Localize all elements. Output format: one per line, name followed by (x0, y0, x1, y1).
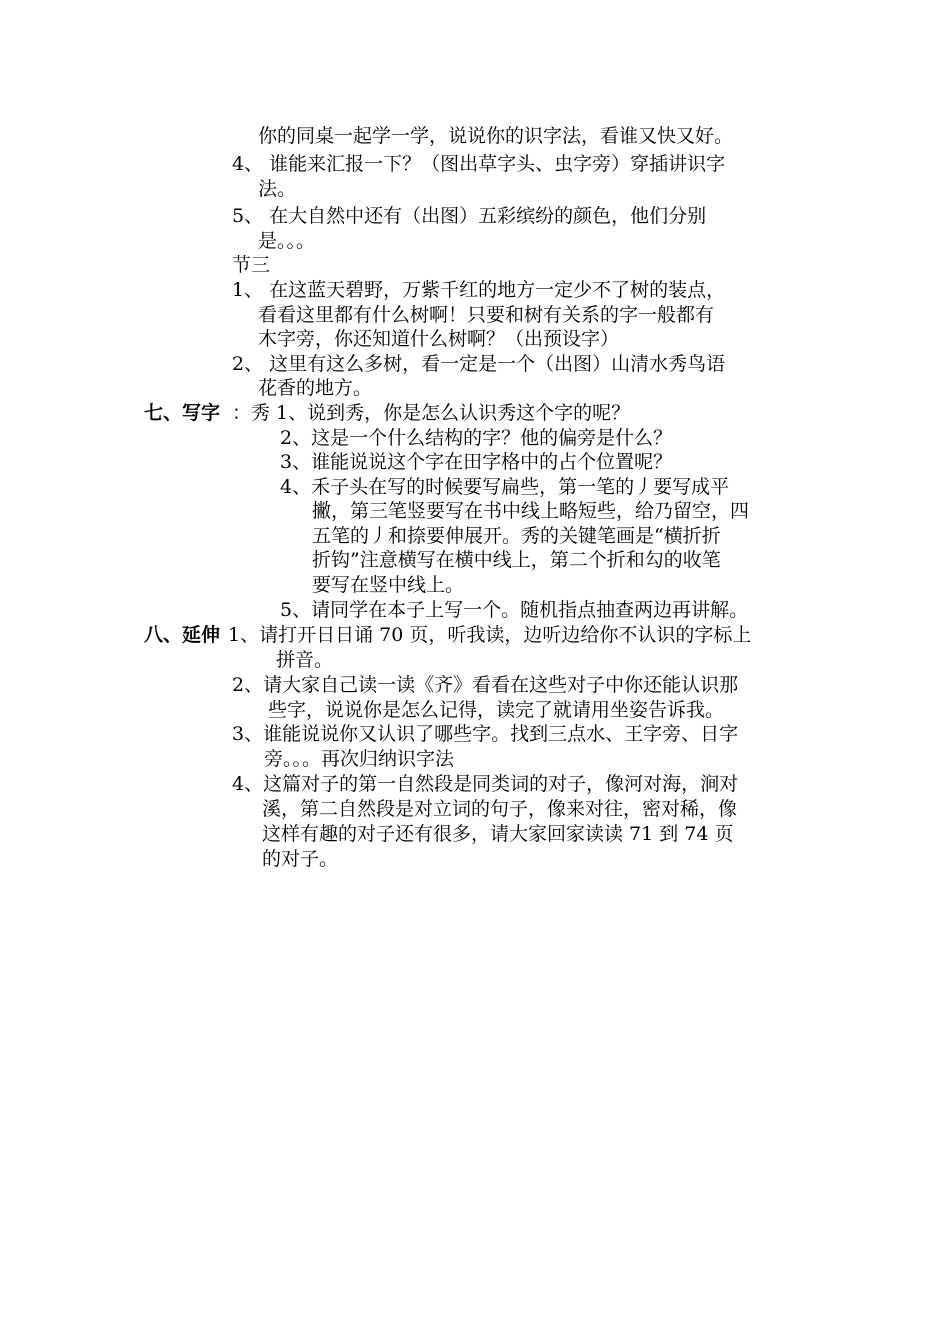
text-line: 你的同桌一起学一学，说说你的识字法，看谁又快又好。 (258, 125, 734, 147)
section-heading: 八、延伸 (144, 624, 221, 646)
text-line: 1、 在这蓝天碧野，万紫千红的地方一定少不了树的装点， (232, 279, 726, 301)
text-line: 3、谁能说说这个字在田字格中的占个位置呢？ (280, 451, 673, 473)
text-line: 3、谁能说说你又认识了哪些字。找到三点水、王字旁、日字 (232, 723, 739, 745)
text-line: 看看这里都有什么树啊！只要和树有关系的字一般都有 (258, 304, 715, 326)
text-line: ：秀 1、说到秀，你是怎么认识秀这个字的呢？ (232, 402, 631, 424)
text-line: 5、 在大自然中还有（出图）五彩缤纷的颜色，他们分别 (232, 205, 707, 227)
text-line: 4、禾子头在写的时候要写扁些，第一笔的丿要写成平 (280, 476, 730, 498)
text-line: 2、这是一个什么结构的字？他的偏旁是什么？ (280, 427, 673, 449)
text-line: 折钩”注意横写在横中线上，第二个折和勾的收笔 (312, 549, 721, 571)
text-line: 花香的地方。 (258, 377, 373, 399)
text-line: 撇，第三笔竖要写在书中线上略短些，给乃留空，四 (312, 500, 750, 522)
text-line: 1、请打开日日诵 70 页，听我读，边听边给你不认识的字标上 (228, 624, 752, 646)
text-line: 的对子。 (262, 848, 339, 870)
text-line: 2、 这里有这么多树，看一定是一个（出图）山清水秀鸟语 (232, 353, 726, 375)
text-line: 拼音。 (276, 649, 334, 671)
text-line: 4、这篇对子的第一自然段是同类词的对子，像河对海，涧对 (232, 773, 739, 795)
text-line: 五笔的丿和捺要伸展开。秀的关键笔画是“横折折 (312, 525, 721, 547)
text-line: 木字旁，你还知道什么树啊？（出预设字） (258, 328, 620, 350)
text-line: 法。 (258, 178, 297, 200)
section-label: 节三 (232, 254, 271, 276)
text-line: 旁。。。再次归纳识字法 (264, 748, 455, 770)
text-line: 溪，第二自然段是对立词的句子，像来对往，密对稀，像 (262, 798, 738, 820)
text-line: 5、请同学在本子上写一个。随机指点抽查两边再讲解。 (280, 599, 749, 621)
text-line: 2、请大家自己读一读《齐》看看在这些对子中你还能认识那 (232, 674, 739, 696)
text-line: 些字，说说你是怎么记得，读完了就请用坐姿告诉我。 (268, 699, 725, 721)
text-line: 这样有趣的对子还有很多，请大家回家读读 71 到 74 页 (262, 823, 734, 845)
text-line: 是。。。 (258, 230, 316, 252)
text-line: 4、 谁能来汇报一下？（图出草字头、虫字旁）穿插讲识字 (232, 153, 726, 175)
section-heading: 七、写字 (144, 402, 221, 424)
text-line: 要写在竖中线上。 (312, 574, 465, 596)
